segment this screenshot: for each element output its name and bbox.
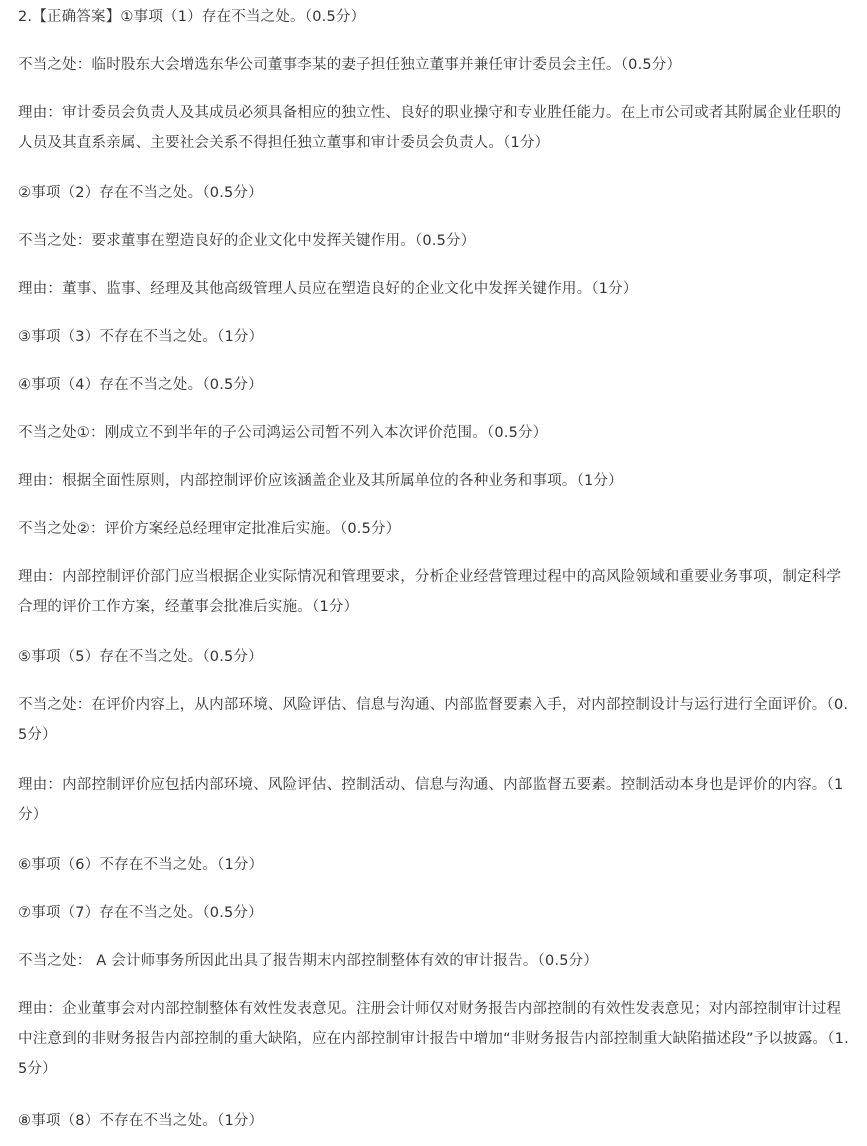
reason-text: 理由：审计委员会负责人及其成员必须具备相应的独立性、良好的职业操守和专业胜任能力。在上市公司或者其附属企业任职的人员及其直系亲属、主要社会关系不得担任独立董事和审计委员会负责人。（1分） bbox=[18, 105, 842, 151]
item-6-verdict: ⑥事项（6）不存在不当之处。（1分） bbox=[18, 857, 264, 873]
item-5-verdict: ⑤事项（5）存在不当之处。（0.5分） bbox=[18, 649, 263, 665]
answer-heading-item-1: 2.【正确答案】①事项（1）存在不当之处。（0.5分） bbox=[18, 9, 366, 25]
reason-text: 理由：内部控制评价部门应当根据企业实际情况和管理要求，分析企业经营管理过程中的高风险领域和重要业务事项，制定科学合理的评价工作方案，经董事会批准后实施。（1分） bbox=[18, 569, 842, 615]
reason-text: 理由：企业董事会对内部控制整体有效性发表意见。注册会计师仅对财务报告内部控制的有效性发表意见；对内部控制审计过程中注意到的非财务报告内部控制的重大缺陷，应在内部控制审计报告中增加“非财务报告内部控制重大缺陷描述段”予以披露。（1.5分） bbox=[18, 1001, 849, 1077]
item-8-verdict: ⑧事项（8）不存在不当之处。（1分） bbox=[18, 1113, 264, 1129]
item-7-verdict: ⑦事项（7）存在不当之处。（0.5分） bbox=[18, 905, 263, 921]
improper-point: 不当之处： A 会计师事务所因此出具了报告期末内部控制整体有效的审计报告。（0.5分） bbox=[18, 953, 599, 969]
improper-point: 不当之处①：刚成立不到半年的子公司鸿运公司暂不列入本次评价范围。（0.5分） bbox=[18, 425, 548, 441]
improper-point: 不当之处：要求董事在塑造良好的企业文化中发挥关键作用。（0.5分） bbox=[18, 233, 476, 249]
improper-point: 不当之处②：评价方案经总经理审定批准后实施。（0.5分） bbox=[18, 521, 401, 537]
improper-point: 不当之处：在评价内容上，从内部环境、风险评估、信息与沟通、内部监督要素入手，对内部控制设计与运行进行全面评价。（0.5分） bbox=[18, 697, 849, 743]
item-2-verdict: ②事项（2）存在不当之处。（0.5分） bbox=[18, 185, 263, 201]
item-3-verdict: ③事项（3）不存在不当之处。（1分） bbox=[18, 329, 264, 345]
item-4-verdict: ④事项（4）存在不当之处。（0.5分） bbox=[18, 377, 263, 393]
reason-text: 理由：董事、监事、经理及其他高级管理人员应在塑造良好的企业文化中发挥关键作用。（1分） bbox=[18, 281, 638, 297]
reason-text: 理由：内部控制评价应包括内部环境、风险评估、控制活动、信息与沟通、内部监督五要素。控制活动本身也是评价的内容。（1分） bbox=[18, 777, 844, 823]
reason-text: 理由：根据全面性原则，内部控制评价应该涵盖企业及其所属单位的各种业务和事项。（1分） bbox=[18, 473, 623, 489]
improper-point: 不当之处：临时股东大会增选东华公司董事李某的妻子担任独立董事并兼任审计委员会主任。（0.5分） bbox=[18, 57, 682, 73]
